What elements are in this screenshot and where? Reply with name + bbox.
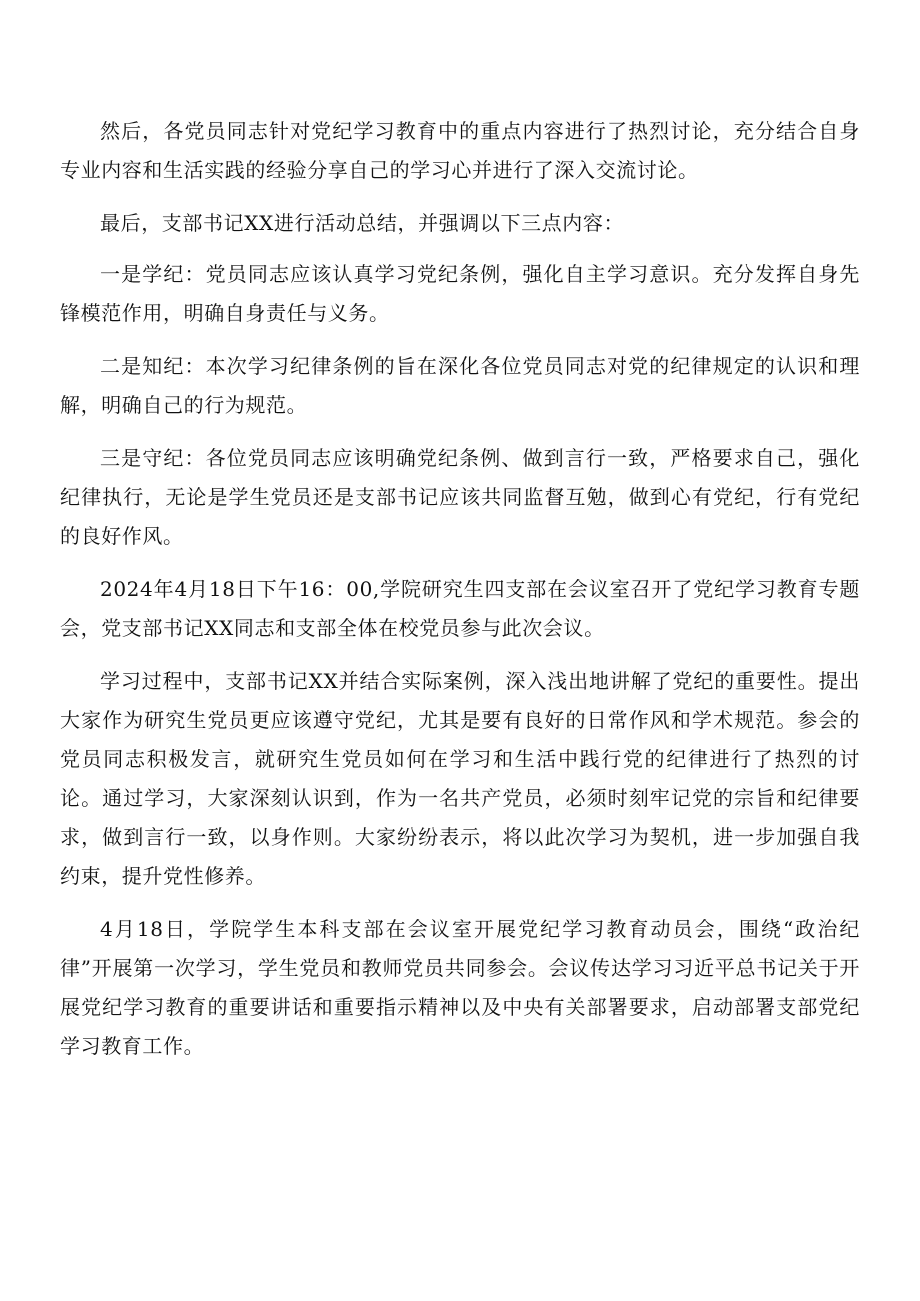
paragraph-summary-intro: 最后，支部书记XX进行活动总结，并强调以下三点内容： — [100, 211, 625, 235]
document-body — [60, 112, 860, 1080]
paragraph-discussion: 然后，各党员同志针对党纪学习教育中的重点内容进行了热烈讨论，充分结合自身专业内容和生活实践的经验分享自己的学习心并进行了深入交流讨论。 — [60, 119, 860, 182]
paragraph-point-three: 三是守纪：各位党员同志应该明确党纪条例、做到言行一致，严格要求自己，强化纪律执行，无论是学生党员还是支部书记应该共同监督互勉，做到心有党纪，行有党纪的良好作风。 — [60, 446, 860, 548]
paragraph-mobilization-meeting: 4月18日，学院学生本科支部在会议室开展党纪学习教育动员会，围绕“政治纪律”开展第一次学习，学生党员和教师党员共同参会。会议传达学习习近平总书记关于开展党纪学习教育的重要讲话和重要指示精神以及中央有关部署要求，启动部署支部党纪学习教育工作。 — [60, 917, 860, 1058]
paragraph-meeting-report: 2024年4月18日下午16：00,学院研究生四支部在会议室召开了党纪学习教育专题会，党支部书记XX同志和支部全体在校党员参与此次会议。 — [60, 577, 860, 640]
paragraph-point-two: 二是知纪：本次学习纪律条例的旨在深化各位党员同志对党的纪律规定的认识和理解，明确自己的行为规范。 — [60, 354, 860, 417]
paragraph-point-one: 一是学纪：党员同志应该认真学习党纪条例，强化自主学习意识。充分发挥自身先锋模范作用，明确自身责任与义务。 — [60, 262, 860, 325]
paragraph-study-process: 学习过程中，支部书记XX并结合实际案例，深入浅出地讲解了党纪的重要性。提出大家作为研究生党员更应该遵守党纪，尤其是要有良好的日常作风和学术规范。参会的党员同志积极发言，就研究生党员如何在学习和生活中践行党的纪律进行了热烈的讨论。通过学习，大家深刻认识到，作为一名共产党员，必须时刻牢记党的宗旨和纪律要求，做到言行一致，以身作则。大家纷纷表示，将以此次学习为契机，进一步加强自我约束，提升党性修养。 — [60, 669, 860, 888]
